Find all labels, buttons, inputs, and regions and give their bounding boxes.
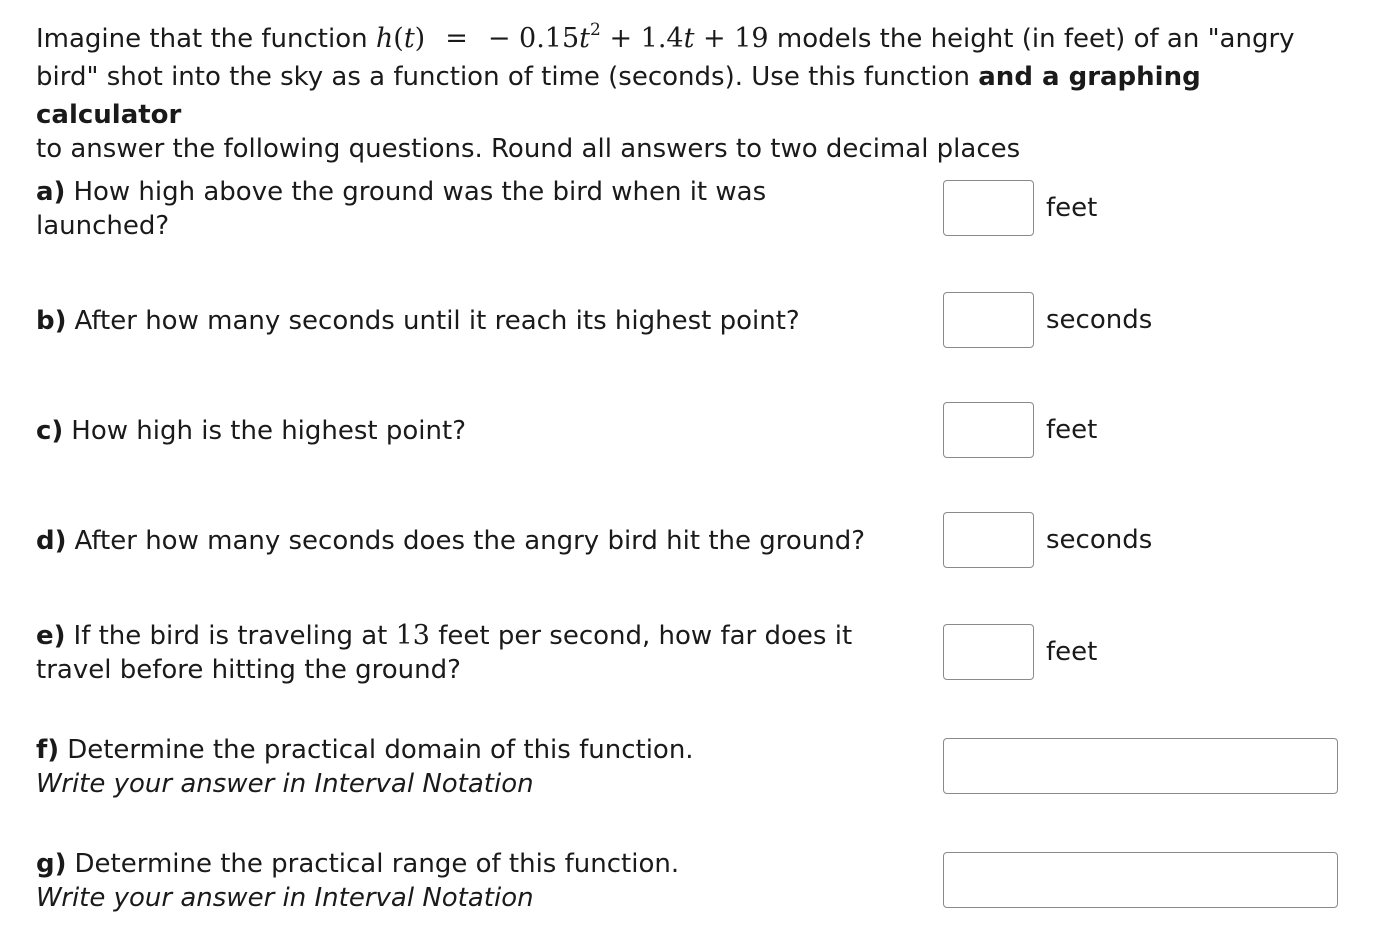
function-expression: − $0.15t^2 + 1.4t + 19$ xyxy=(487,20,769,54)
answer-input-e[interactable] xyxy=(943,624,1034,680)
problem-intro xyxy=(36,20,1336,168)
question-text-line2: launched? xyxy=(36,211,170,241)
question-d xyxy=(36,524,865,558)
question-g xyxy=(36,847,679,915)
intro-text-start: Imagine that the function xyxy=(36,24,376,54)
intro-line-2-text: bird" shot into the sky as a function of time (seconds). Use this function xyxy=(36,62,979,92)
question-text-rest: feet per second, how far does it xyxy=(429,621,853,651)
question-letter: e) xyxy=(36,621,66,651)
question-text: How high is the highest point? xyxy=(71,416,466,446)
question-letter: b) xyxy=(36,306,67,336)
question-letter: f) xyxy=(36,735,60,765)
answer-input-d[interactable] xyxy=(943,512,1034,568)
intro-bold-text: and a graphing calculator xyxy=(36,62,1201,130)
answer-input-c[interactable] xyxy=(943,402,1034,458)
question-a xyxy=(36,175,766,243)
answer-input-a[interactable] xyxy=(943,180,1034,236)
question-text: Determine the practical range of this function. xyxy=(74,849,680,879)
question-letter: a) xyxy=(36,177,66,207)
question-text: How high above the ground was the bird when it was xyxy=(73,177,767,207)
answer-input-g[interactable] xyxy=(943,852,1338,908)
question-f xyxy=(36,733,694,801)
question-letter: d) xyxy=(36,526,67,556)
equals-sign: = xyxy=(445,23,468,54)
unit-label-d: seconds xyxy=(1046,525,1153,555)
function-name: h(t) xyxy=(375,23,426,54)
question-e xyxy=(36,619,852,687)
question-c xyxy=(36,414,466,448)
intro-line-3: to answer the following questions. Round all answers to two decimal places xyxy=(36,134,1021,164)
answer-input-f[interactable] xyxy=(943,738,1338,794)
question-letter: c) xyxy=(36,416,64,446)
question-text: If the bird is traveling at xyxy=(73,621,396,651)
question-text-line2: travel before hitting the ground? xyxy=(36,655,461,685)
intro-text-end: models the height (in feet) of an "angry xyxy=(768,24,1295,54)
question-instruction: Write your answer in Interval Notation xyxy=(36,883,534,913)
unit-label-c: feet xyxy=(1046,415,1098,445)
question-text: Determine the practical domain of this function. xyxy=(67,735,694,765)
intro-line-2 xyxy=(36,58,1336,134)
unit-label-a: feet xyxy=(1046,193,1098,223)
unit-label-e: feet xyxy=(1046,637,1098,667)
question-text: After how many seconds does the angry bird hit the ground? xyxy=(74,526,866,556)
answer-input-b[interactable] xyxy=(943,292,1034,348)
unit-label-b: seconds xyxy=(1046,305,1153,335)
question-b xyxy=(36,304,800,338)
question-text: After how many seconds until it reach its highest point? xyxy=(74,306,800,336)
question-instruction: Write your answer in Interval Notation xyxy=(36,769,534,799)
question-letter: g) xyxy=(36,849,67,879)
speed-value: 13 xyxy=(395,620,430,651)
